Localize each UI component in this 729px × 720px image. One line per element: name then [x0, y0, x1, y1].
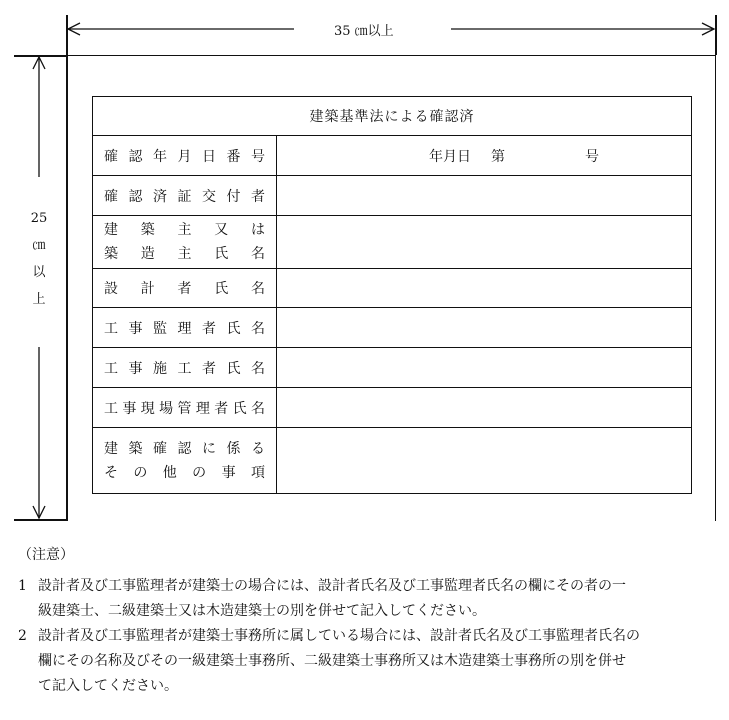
row-label-other-line2: そ の 他 の 事 項	[104, 464, 265, 481]
height-dimension-label: 25 ㎝ 以 上	[28, 205, 50, 313]
sign-board-left-edge	[66, 15, 68, 521]
row-label-owner-line2: 築 造 主 氏 名	[104, 246, 265, 262]
contractor-name-field	[277, 348, 692, 388]
supervisor-name-field	[277, 308, 692, 348]
width-dimension-label: 35 ㎝以上	[334, 24, 394, 39]
certificate-issuer-field	[277, 176, 692, 216]
year-label: 年	[429, 148, 443, 165]
dai-label: 第	[491, 148, 505, 165]
table-row	[93, 308, 692, 348]
go-label: 号	[585, 148, 599, 165]
row-label-contractor-name: 工 事 施 工 者 氏 名	[104, 360, 265, 377]
sign-title: 建築基準法による確認済	[93, 97, 692, 136]
row-label-other-line1: 建 築 確 認 に 係 る	[104, 440, 265, 457]
row-label-confirmation-date-number: 確 認 年 月 日 番 号	[104, 148, 265, 165]
designer-name-field	[277, 269, 692, 308]
table-row	[93, 388, 692, 428]
site-manager-name-field	[277, 388, 692, 428]
row-label-supervisor-name: 工 事 監 理 者 氏 名	[104, 320, 265, 337]
other-matters-field	[277, 428, 692, 494]
notes-heading: （注意）	[18, 547, 74, 563]
table-row	[93, 348, 692, 388]
table-row	[93, 216, 692, 269]
table-row	[93, 428, 692, 494]
table-row	[93, 269, 692, 308]
month-label: 月	[443, 148, 457, 165]
table-row	[93, 176, 692, 216]
notes-section	[18, 543, 640, 699]
row-label-owner-line1: 建 築 主 又 は	[104, 222, 265, 238]
confirmation-date-number-field	[277, 136, 692, 176]
row-label-certificate-issuer: 確 認 済 証 交 付 者	[104, 188, 265, 205]
confirmation-sign-table	[92, 96, 692, 494]
row-label-designer-name: 設 計 者 氏 名	[104, 281, 265, 297]
table-row	[93, 136, 692, 176]
row-label-site-manager-name: 工 事 現 場 管 理 者 氏 名	[104, 400, 265, 417]
owner-name-field	[277, 216, 692, 269]
day-label: 日	[457, 148, 471, 165]
note-item: 1 設計者及び工事監理者が建築士の場合には、設計者氏名及び工事監理者氏名の欄にその者の一 級建築士、二級建築士又は木造建築士の別を併せて記入してください。	[18, 574, 640, 624]
note-number: 1	[18, 578, 27, 594]
note-item: 2 設計者及び工事監理者が建築士事務所に属している場合には、設計者氏名及び工事監理者氏名の 欄にその名称及びその一級建築士事務所、二級建築士事務所又は木造建築士事務所の別を併せ て記入してください。	[18, 624, 640, 699]
note-number: 2	[18, 628, 27, 644]
